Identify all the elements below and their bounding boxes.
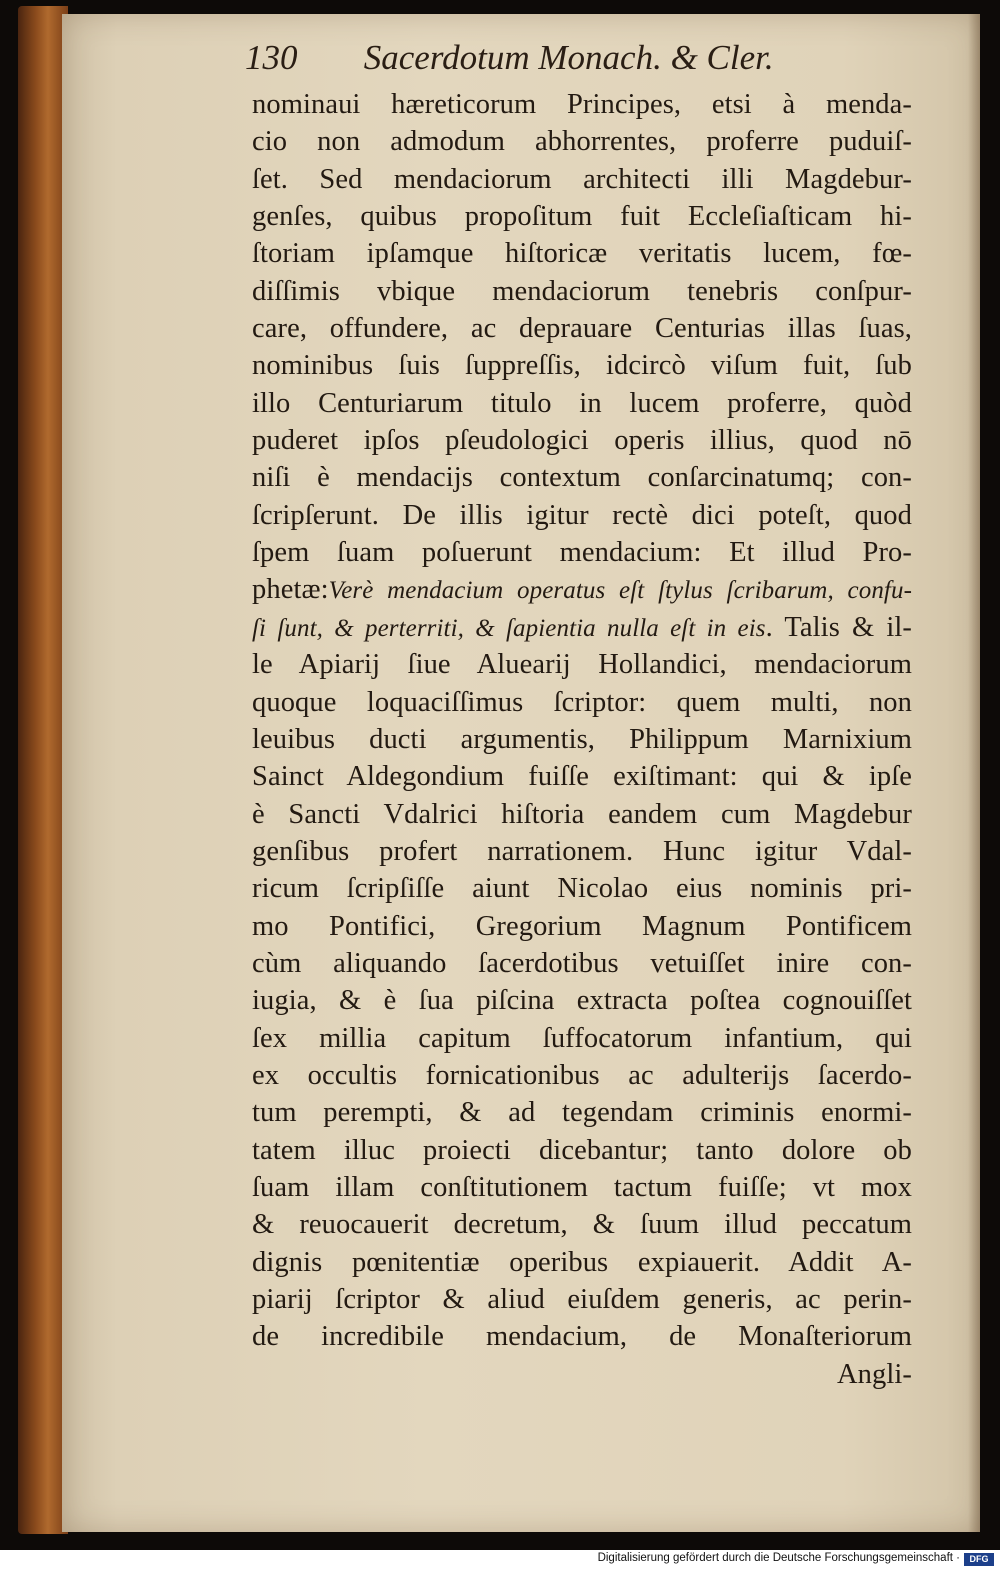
text-line [252, 571, 912, 608]
text-line: ſcripſerunt. De illis igitur rectè dici poteſt, quod [252, 499, 912, 531]
text-line: nominaui hæreticorum Principes, etsi à menda- [252, 89, 912, 120]
dfg-logo: DFG [964, 1553, 994, 1566]
page-number: 130 [245, 38, 298, 77]
text-line: cùm aliquando ſacerdotibus vetuiſſet inire con- [252, 947, 912, 979]
italic-quotation: Verè mendacium operatus eſt ſtylus ſcribarum, confu- [328, 577, 912, 605]
running-header [245, 38, 905, 88]
text-line: le Apiarij ſiue Aluearij Hollandici, mendaciorum [252, 649, 912, 681]
page-shadow [968, 14, 980, 1532]
text-line: & reuocauerit decretum, & ſuum illud peccatum [252, 1209, 912, 1241]
text-line: tum perempti, & ad tegendam criminis enormi- [252, 1097, 912, 1129]
text-span: . Talis & il- [765, 611, 912, 643]
book-edge [18, 6, 68, 1534]
catchword: Angli- [836, 1358, 912, 1390]
text-line: ſtoriam ipſamque hiſtoricæ veritatis lucem, fœ- [252, 238, 912, 270]
footer-credit: Digitalisierung gefördert durch die Deutsche Forschungsgemeinschaft · [597, 1552, 960, 1564]
text-line: ſet. Sed mendaciorum architecti illi Magdebur- [252, 163, 912, 195]
text-line: puderet ipſos pſeudologici operis illius, quod nō [252, 425, 912, 457]
text-line: niſi è mendacijs contextum conſarcinatumq; con- [252, 462, 912, 494]
text-line: leuibus ducti argumentis, Philippum Marnixium [252, 723, 912, 755]
text-line: nominibus ſuis ſuppreſſis, idcircò viſum fuit, ſub [252, 350, 912, 382]
text-span: phetæ: [252, 574, 329, 606]
text-line: dignis pœnitentiæ operibus expiauerit. Addit A- [252, 1246, 912, 1278]
text-line: è Sancti Vdalrici hiſtoria eandem cum Magdebur [252, 798, 912, 830]
text-line: ſex millia capitum ſuffocatorum infantium, qui [252, 1022, 912, 1054]
text-line: care, offundere, ac deprauare Centurias illas ſuas, [252, 313, 912, 345]
text-line: ſuam illam conſtitutionem tactum fuiſſe; vt mox [252, 1171, 912, 1203]
text-line: ſpem ſuam poſuerunt mendacium: Et illud Pro- [252, 537, 912, 569]
text-line: ex occultis fornicationibus ac adulterijs ſacerdo- [252, 1059, 912, 1091]
text-line: ricum ſcripſiſſe aiunt Nicolao eius nominis pri- [252, 873, 912, 905]
text-line: Sainct Aldegondium fuiſſe exiſtimant: qui & ipſe [252, 761, 912, 793]
text-line: genſibus profert narrationem. Hunc igitur Vdal- [252, 835, 912, 867]
text-line [252, 609, 912, 646]
text-line: cio non admodum abhorrentes, proferre puduiſ- [252, 126, 912, 158]
text-line: genſes, quibus propoſitum fuit Eccleſiaſticam hi- [252, 201, 912, 233]
text-line: de incredibile mendacium, de Monaſteriorum [252, 1321, 912, 1353]
text-line: diſſimis vbique mendaciorum tenebris conſpur- [252, 275, 912, 307]
text-line: quoque loquaciſſimus ſcriptor: quem multi, non [252, 686, 912, 718]
italic-quotation: ſi ſunt, & perterriti, & ſapientia nulla eſt in eis [252, 614, 766, 642]
text-line: mo Pontifici, Gregorium Magnum Pontificem [252, 910, 912, 942]
footer-bar [0, 1550, 1000, 1570]
text-line: illo Centuriarum titulo in lucem proferre, quòd [252, 387, 912, 419]
body-text [252, 86, 912, 1393]
text-line: iugia, & è ſua piſcina extracta poſtea cognouiſſet [252, 985, 912, 1017]
text-line: tatem illuc proiecti dicebantur; tanto dolore ob [252, 1134, 912, 1166]
running-title: Sacerdotum Monach. & Cler. [363, 38, 774, 77]
text-line: piarij ſcriptor & aliud eiuſdem generis, ac perin- [252, 1284, 912, 1315]
